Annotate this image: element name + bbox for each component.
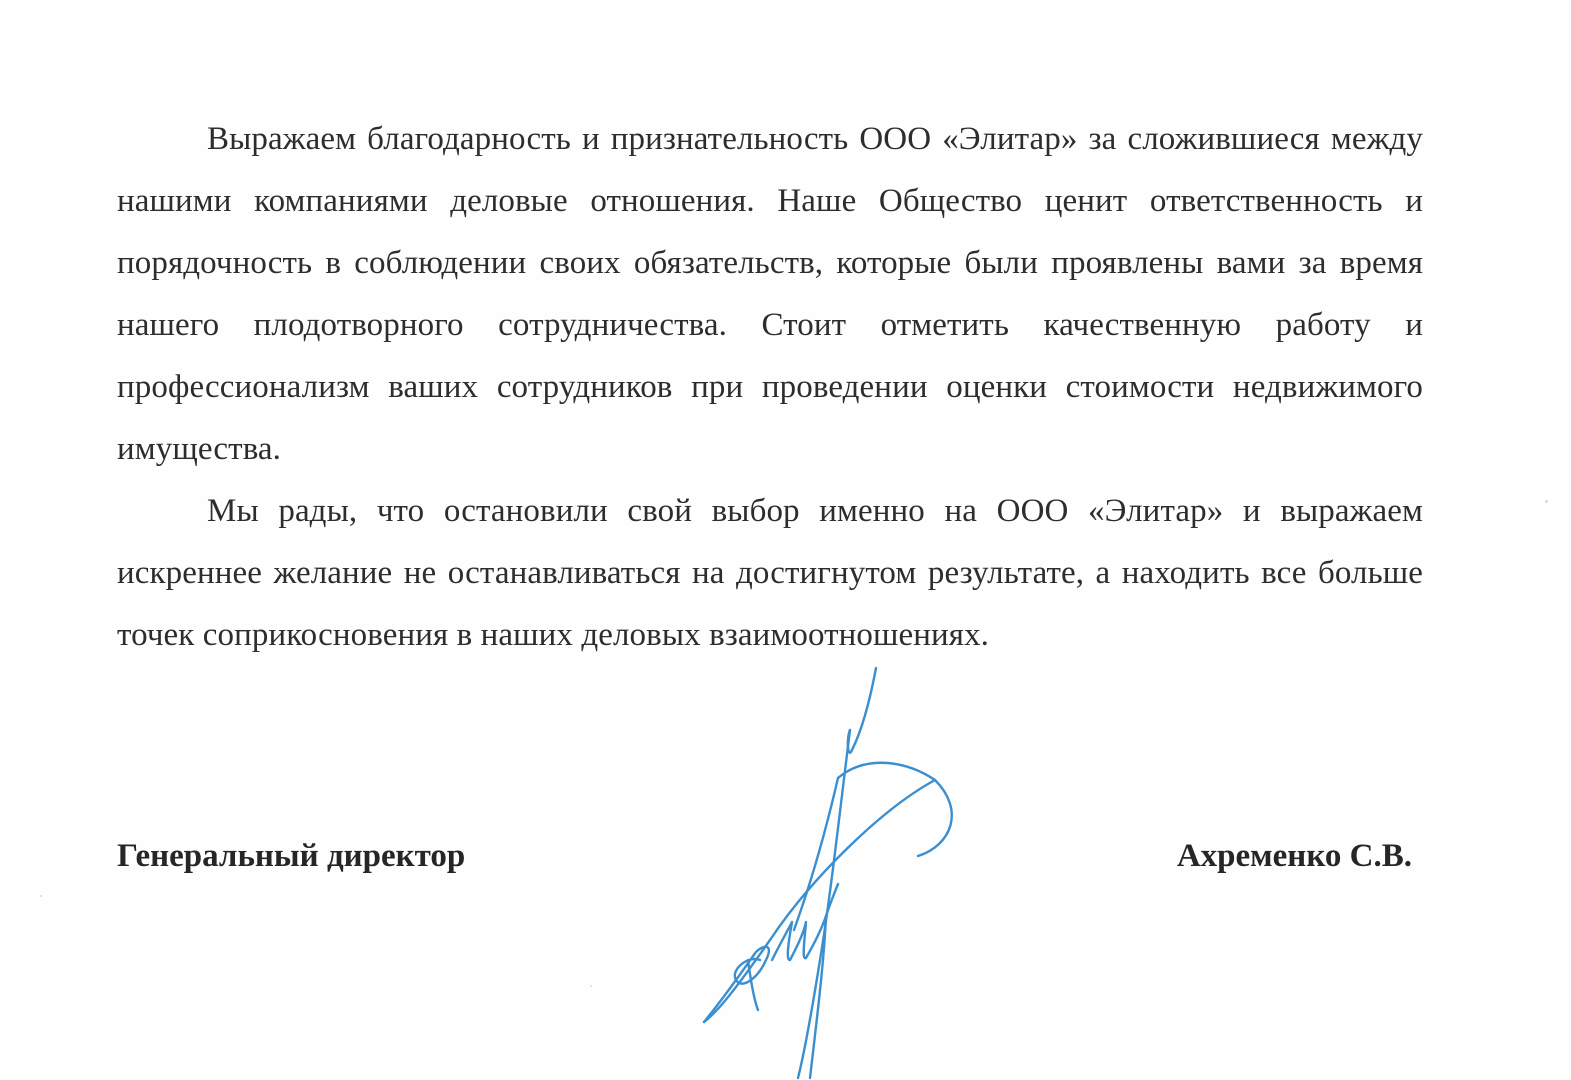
paragraph-gratitude: Выражаем благодарность и признательность ООО «Элитар» за сложившиеся между нашими компаниями деловые отношения. Наше Общество ценит ответственность и порядочность в соблюдении своих обязательств, которые были проявлены вами за время нашего плодотворного сотрудничества. Стоит отметить качественную работу и профессионализм ваших сотрудников при проведении оценки стоимости недвижимого имущества. [117, 121, 1423, 467]
letter-body [117, 108, 1423, 666]
signatory-position: Генеральный директор [117, 838, 466, 874]
scan-artifact [1545, 500, 1548, 503]
signature-block [117, 838, 1412, 898]
signatory-name: Ахременко С.В. [1176, 838, 1412, 874]
scan-artifact [40, 895, 42, 897]
scan-artifact [590, 985, 592, 987]
paragraph-wishes: Мы рады, что остановили свой выбор именно на ООО «Элитар» и выражаем искреннее желание не останавливаться на достигнутом результате, а находить все больше точек соприкосновения в наших деловых взаимоотношениях. [117, 493, 1423, 653]
